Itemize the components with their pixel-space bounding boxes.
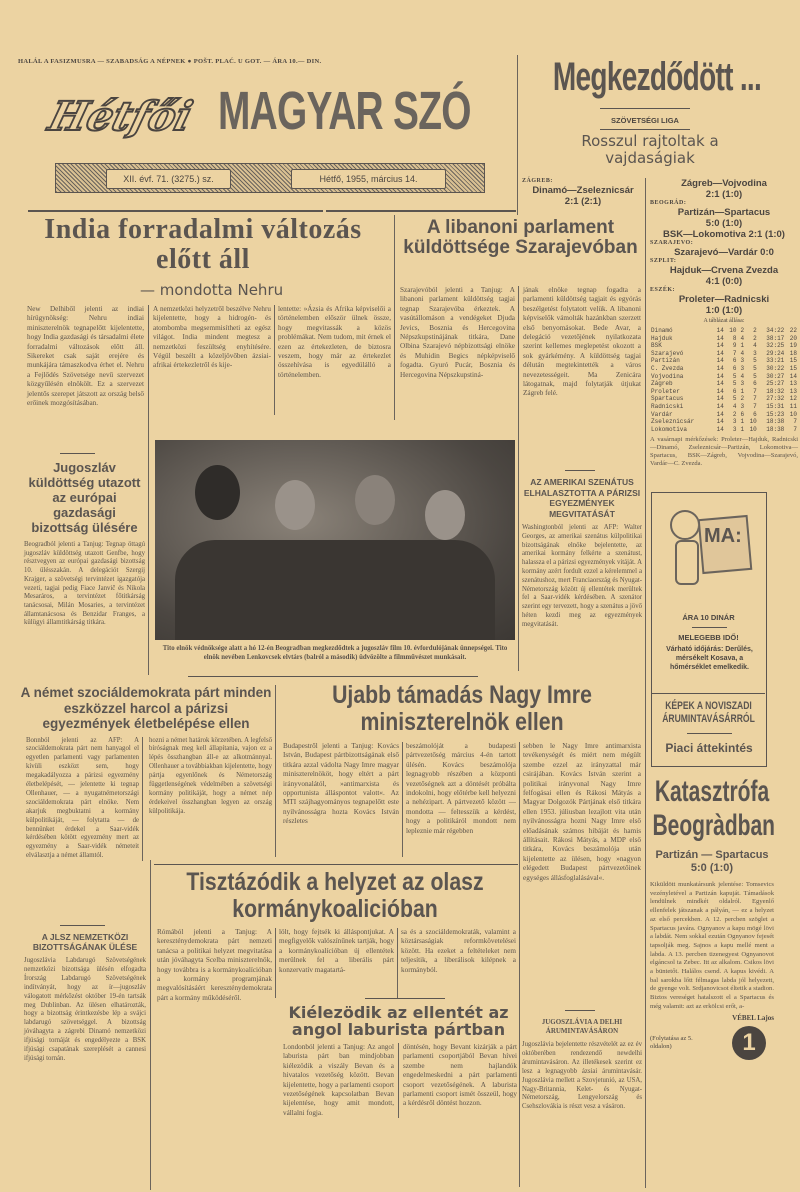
stat-cell: 4 (740, 334, 745, 342)
stat-cell: 22 (789, 327, 797, 334)
price: ÁRA 10 DINÁR (682, 613, 735, 622)
table-title: A táblázat állása: (703, 318, 745, 324)
stat-cell: 6 (753, 410, 757, 418)
stat-cell: 13 (789, 380, 797, 388)
stat-cell: 4 (740, 349, 745, 357)
table-row (650, 395, 798, 403)
stat-cell: 30:27 (766, 372, 785, 380)
stat-cell: 2 (740, 395, 745, 403)
league-label: SZÖVETSÉGI LIGA (611, 116, 679, 125)
team-name: Lokomotiva (651, 425, 688, 433)
stat-cell: 7 (753, 395, 757, 403)
team-name: Vojvodina (651, 372, 684, 380)
teaser-fair: KÉPEK A NOVISZADI ÁRUMINTAVÁSÁRRÓL (662, 700, 755, 725)
stat-cell: 8 (732, 334, 737, 342)
issue-date: Hétfő, 1955, március 14. (291, 169, 446, 189)
stat-cell: 6 (732, 364, 737, 372)
india-col-3: lentette: »Ázsia és Afrika képviselői a történelemben először ülnek össze, hogy megvitassák a közös problémákat. Nem tudom, mit érnek el ezen az értekezleten, de biztosra veszem, hogy már az értekezlet összehívása is egyedülálló a történelemben. (278, 305, 391, 379)
newsboy-illustration (670, 505, 750, 595)
match-score: 1:0 (1:0) (705, 305, 743, 316)
continued-note: (Folytatása az 5. oldalon) (650, 1034, 693, 1050)
stat-cell: 25:27 (766, 380, 785, 388)
delhi-article (522, 1018, 642, 1112)
stat-cell: 14 (716, 410, 724, 418)
italy-col-1: Rómából jelenti a Tanjug: A kereszténydemokrata párt nemzeti tanácsa a politikai helyzet megvitatása után jóváhagyta Scelba miniszterelnök, hogy továbbra is a kormánykoalícióban a kormány programjának megvalósításáért kereszténydemokrata párt a kormány működéséről. (157, 928, 272, 1002)
table-row (650, 335, 798, 343)
ad-sign: MA: (704, 525, 742, 547)
team-name: Radnicski (651, 402, 684, 410)
team-name: Vardár (651, 410, 673, 418)
stat-cell: 5 (732, 395, 737, 403)
stat-cell: 2 (753, 334, 757, 342)
stat-cell: 6 (740, 410, 745, 418)
match: Partizán—Spartacus (677, 207, 771, 218)
stat-cell: 4 (732, 402, 737, 410)
table-row (650, 403, 798, 411)
stat-cell: 7 (753, 387, 757, 395)
senate-body: Washingtonból jelenti az AFP: Walter Georges, az amerikai szenátus külpolitikai bizottságának elnöke bejelentette, az amerikai kormány felkérte a szenátust, halassza el a párizsi egyezmények vitáját. A kormány azért fordult ezzel a kérelemmel a szenátushoz, mert Franciaország és Nyugat-Németország között új ellentétek merültek fel a Saar-vidék kérdésében. A szenátor szerint egy tervezett, hogy a szenátus a jövő héten kezdi meg az egyezmények megvitatását. (522, 524, 642, 628)
stat-cell: 14 (716, 342, 724, 350)
stat-cell: 4 (753, 342, 757, 350)
city-label: SZARAJEVO: (650, 240, 694, 246)
stat-cell: 7 (793, 418, 797, 426)
india-subhead: — mondotta Nehru (140, 281, 284, 299)
logo-script: Hétfői (43, 93, 198, 140)
match: BSK—Lokomotiva 2:1 (1:0) (663, 229, 785, 240)
stat-cell: 18 (789, 349, 797, 357)
stat-cell: 12 (789, 395, 797, 403)
table-row (650, 342, 798, 350)
stat-cell: 4 (740, 372, 745, 380)
stat-cell: 14 (789, 372, 797, 380)
table-row (650, 357, 798, 365)
stat-cell: 2 (740, 327, 745, 334)
yugo-delegation-article (24, 460, 145, 628)
team-name: Zseleznicsár (651, 418, 695, 426)
weather-title: MELEGEBB IDŐ! (678, 633, 739, 642)
match-score: 5:0 (1:0) (705, 218, 743, 229)
stat-cell: 6 (753, 380, 757, 388)
match: Szarajevó—Vardár 0:0 (674, 247, 774, 258)
team-name: Dinamó (651, 327, 673, 334)
stat-cell: 15 (789, 364, 797, 372)
table-row (650, 418, 798, 426)
stat-cell: 3 (740, 357, 745, 365)
ilsz-article (24, 932, 146, 1064)
stat-cell: 38:17 (766, 334, 785, 342)
news-photo (155, 440, 515, 640)
italy-col-2: lölt, hogy fejtsék ki álláspontjukat. A megfigyelők valószínűnek tartják, hogy a kormánykoalícióban új ellentétek merülnek fel a liberális párt konzervatív magatartá- (279, 928, 394, 974)
german-col-2: hozni a német határok körzetében. A legfelső bíróságnak meg kell állapítania, vajon ez a lépés összhangban áll-e az alkotmánnyal. Ollenhauer a továbbiakban kijelentette, hogy pártja egyenlőnek és Németország függetlenségének védelmében a szövetségi kormány politikáját, hogy a német nép érdekeivel összhangban legyen az ország külpolitikája. (142, 737, 272, 862)
page-number: 1 (732, 1026, 766, 1060)
stat-cell: 14 (716, 425, 724, 433)
team-name: Spartacus (651, 395, 684, 403)
delhi-headline: JUGOSZLÁVIA A DELHI ÁRUMINTAVÁSÁRON (541, 1018, 623, 1035)
stat-cell: 14 (716, 364, 724, 372)
team-name: Zágreb (651, 380, 673, 388)
delhi-body: Jugoszlávia bejelentette részvételét az ez év októberében rendezendő newdelhi árumintavásáron. Az illetékesek szerint ez lesz a legnagyobb ázsiai árumintavásár. Jugoszlávia mellett a Szovjetunió, az USA, Nagy-Britannia, Kelet- és Nyugat-Németország, Lengyelország és Csehszlovákia is részt vesz a vásáron. (522, 1041, 642, 1111)
ilsz-body: Jugoszlávia Labdarugó Szövetségének nemzetközi bizottsága ülésén elfogadta Írország Labdarugó Szövetségének indítványát, hogy az ír—jugoszláv válogatott mérkőzést október 19-én tartsák meg Dublinban. Az ülésen elhatározták, hogy a bizottság érintkezésbe lép a svájci labdarugó szövetséggel. A bizottság jóváhagyta a zágrebi Dinamó nemzetközi ifjúsági tornáját és engedélyezte a BSK ifjúsági csapatának szereplését a cannesi ifjúsági tornán. (24, 957, 146, 1062)
stat-cell: 3 (740, 380, 745, 388)
ilsz-headline: A JLSZ NEMZETKÖZI BIZOTTSÁGÁNAK ÜLÉSE (32, 932, 138, 952)
stat-cell: 1 (740, 418, 745, 426)
sports-headline: Megkezdődött ... (552, 55, 762, 99)
author: VÉBEL Lajos (732, 1013, 774, 1022)
issue-number: XII. évf. 71. (3275.) sz. (106, 169, 231, 189)
stat-cell: 19 (789, 342, 797, 350)
lebanon-headline: A libanoni parlament küldöttsége Szarajevóban (403, 217, 638, 258)
table-row (650, 327, 798, 335)
stat-cell: 7 (732, 349, 737, 357)
stat-cell: 2 (732, 410, 737, 418)
senate-article (522, 477, 642, 630)
match: Dinamó—Zseleznicsár (532, 185, 634, 196)
match: Hajduk—Crvena Zvezda (669, 265, 779, 276)
stat-cell: 9 (732, 342, 737, 350)
labour-col-1: Londonból jelenti a Tanjug: Az angol laburista párt ban mindjobban kiélezödik a viszály Bevan és a hivatalos vezetőség között. Bevan kijelentette, hogy a parlamenti csoport vezetőségének kapcsolatban Bevan kijelentése, hogy amit mondott, vállalni fogja. (283, 1043, 394, 1117)
table-row (650, 411, 798, 419)
photo-caption: Tito elnök védnöksége alatt a hó 12-én Beogradban megkezdődtek a jugoszláv film 10. évfordulójának ünnepségei. Tito elnök nevében Lenkovcsek elvtárs (balról a második) üdvözölte a filmművészet munkásait. (162, 645, 508, 661)
labour-col-2: döntésén, hogy Bevant kizárják a párt parlamenti csoportjából Bevan hívei szembe nem hajlandók engedelmeskedni a párt parlamenti csoport vezetőségének. A laburista parlamenti csoport ismét összeül, hogy a kérdésről döntést hozzon. (398, 1043, 517, 1118)
stat-cell: 5 (753, 357, 757, 365)
stat-cell: 3 (753, 349, 757, 357)
stat-cell: 1 (740, 425, 745, 433)
stat-cell: 15:31 (766, 402, 785, 410)
stat-cell: 11 (789, 402, 797, 410)
top-slogan-line: HALÁL A FASIZMUSRA — SZABADSÁG A NÉPNEK ● POŠT. PLAĆ. U GOT. — ÁRA 10.— DIN. (18, 58, 322, 65)
stat-cell: 14 (716, 402, 724, 410)
match: Proleter—Radnicski (678, 294, 770, 305)
weather-text: Várható időjárás: Derűlés, mérsékelt Kosava, a hőmérséklet emelkedik. (666, 646, 753, 671)
stat-cell: 18:38 (766, 418, 785, 426)
lebanon-col-1: Szarajevóból jelenti a Tanjug: A libanoni parlament küldöttség tagjai tegnap Szarajevóba érkeztek. A vasútállomáson a vendégeket Djuda Jevics, Bosznia és Hercegovina Népszkupstinájának titkára, Dane Olbina Szarajevó népbizottsági elnöke és Muhidin Begics népképviselő fogadta. Gyuró Pucár, Bosznia és Hercegovina Népszkupstiná- (400, 286, 515, 379)
result-zagreb-1 (522, 178, 644, 207)
stat-cell: 2 (753, 327, 757, 334)
table-row (650, 350, 798, 358)
stat-cell: 6 (732, 357, 737, 365)
stat-cell: 5 (732, 372, 737, 380)
team-name: Hajduk (651, 334, 673, 342)
german-article (20, 685, 272, 861)
team-name: Szarajevó (651, 349, 684, 357)
match: Zágreb—Vojvodina (681, 178, 767, 189)
match-score: 2:1 (1:0) (705, 189, 743, 200)
stat-cell: 10 (749, 418, 757, 426)
nagy-col-1: Budapestről jelenti a Tanjug: Kovács István, Budapest pártbizottságának első titkára azzal vádolta Nagy Imre magyar miniszterelnököt, hogy eltért a párt irányvonalától, »antimarxista és opportunista álláspontot valott«. Az MTI szájhagyományos tegnapelőtt este nyilvánosságra hozta Kovács István részletes (283, 742, 399, 826)
stat-cell: 14 (716, 357, 724, 365)
table-row (650, 426, 798, 434)
city-label: BEOGRÁD: (650, 200, 687, 206)
nagy-col-2: beszámolóját a budapesti pártvezetőség március 4-én tartott ülésén. Kovács beszámolója legnagyobb részében a központi vezetőségnek azt a döntését próbálta indokolni, hogy előtérbe kell helyezni a nehézipart. A pártvezető között — mondotta — feltesszük a kérdést, hogy a politikáról mondott nem lepleznie már régebben (406, 742, 516, 835)
team-name: C. Zvezda (651, 364, 684, 372)
nagy-col-3: sebben le Nagy Imre antimarxista tevékenységét és miért nem mégült szembe ezzel az irányzattal már csirájában. Kovács István szerint a politikai irányvonal Nagy Imre felfogásai ellen és Rákosi Mátyás a Magyar Dolgozók Pártjának első titkára ellen 1953. júliusban lezajlott vita után nyilvánosságra hozni Nagy Imre első előadásának számos hibáját és hamis állításait. Rákosi Mátyás, a MDP első titkára, Kovács beszámolója után kijelentette az ülésen, hogy »nagyon elégedett Budapest pártvezetőinek egységes állásfoglalásával«. (523, 742, 641, 882)
sports-subhead: Rosszul rajtoltak a vajdaságiak (581, 132, 719, 167)
senate-headline: AZ AMERIKAI SZENÁTUS ELHALASZTOTTA A PÁRIZSI EGYEZMÉNYEK MEGVITATÁSÁT (523, 477, 641, 519)
stat-cell: 18:32 (766, 387, 785, 395)
city-label: ESZÉK: (650, 287, 676, 293)
stat-cell: 5 (753, 372, 757, 380)
india-headline: India forradalmi változás előtt áll (44, 214, 362, 275)
lebanon-col-2: jának elnöke tegnap fogadta a parlamenti küldöttség tagjait és egyórás beszélgetést folytatott velük. A libanoni képviselők vámolták hazánkban szerzett első benyomásokat. Bede Avar, a delegáció vezetőjének nyilatkozata szerint kellemes meglepetést okozott a sok gyárkémény. A küldöttség tagjai délután megtekintették a város nevezetességeit. Ma Zenicára látogatnak, majd folytatják útjukat Zágreb felé. (523, 286, 641, 398)
stat-cell: 14 (716, 387, 724, 395)
stat-cell: 13 (789, 387, 797, 395)
catastrophe-headline: Katasztrófa Beogràdban (652, 775, 776, 842)
league-table (650, 327, 798, 433)
stat-cell: 7 (753, 402, 757, 410)
stat-cell: 3 (732, 425, 737, 433)
labour-headline: Kiélezödik az ellentét az angol laburista pártban (288, 1003, 509, 1039)
stat-cell: 33:21 (766, 357, 785, 365)
table-row (650, 365, 798, 373)
team-name: BSK (651, 342, 662, 350)
india-col-1: New Delhiből jelenti az indiai hírügynökség: Nehru indiai miniszterelnök tegnapelőtt kijelentette, hogy India gazdasági és társadalmi élete forradalmi változások előtt áll. Sikereket csak saját erejére és munkájára támaszkodva érhet el. Nehru a Fejlődés Szövetsége nevű szervezet közgyűlésén elnökölt. Ez a szervezet jelentős szerepet játszott az ország belső erőinek mozgósításában. (27, 305, 144, 408)
table-row (650, 373, 798, 381)
labour-article (280, 1004, 517, 1118)
india-col-2: A nemzetközi helyzetről beszélve Nehru kijelentette, hogy a hidrogén- és atombomba megsemmisítheti az egész világot. India mindent megtesz a nemzetközi feszültség enyhítésére. Végül beszélt a közeljövőben ázsiai-afrikai értekezletről és kije- (153, 305, 271, 370)
yugo-delegation-headline: Jugoszláv küldöttség utazott az európai gazdasági bizottság ülésére (28, 460, 141, 535)
stat-cell: 5 (753, 364, 757, 372)
stat-cell: 10 (749, 425, 757, 433)
stat-cell: 1 (740, 387, 745, 395)
teaser-market: Piaci áttekintés (665, 741, 753, 755)
nagy-headline: Ujabb támadás Nagy Imre miniszterelnök ellen (332, 681, 592, 736)
stat-cell: 6 (732, 387, 737, 395)
issue-bar (55, 163, 485, 193)
catastrophe-subhead: Partizán — Spartacus 5:0 (1:0) (655, 849, 769, 874)
results-list (650, 178, 798, 468)
stat-cell: 30:22 (766, 364, 785, 372)
stat-cell: 34:22 (766, 327, 785, 334)
stat-cell: 7 (793, 425, 797, 433)
stat-cell: 1 (740, 342, 745, 350)
stat-cell: 10 (789, 410, 797, 418)
next-round: A vasárnapi mérkőzések: Proleter—Hajduk, Radnicski—Dinamó, Zseleznicsár—Partizán, Lokomotiva—Spartacus, BSK—Zágreb, Vojvodina—Szarajevó, Vardár—C. Zvezda. (650, 436, 798, 468)
team-name: Partizán (651, 357, 680, 365)
stat-cell: 14 (716, 395, 724, 403)
city-label: SZPLIT: (650, 258, 677, 264)
match-score: 2:1 (2:1) (564, 196, 602, 207)
stat-cell: 18:38 (766, 425, 785, 433)
logo-main: MAGYAR SZÓ (218, 81, 471, 141)
catastrophe-body: Kiküldött munkatársunk jelentése: Tomsevics vezényletével a Partizán kapuját. Támadások lendülnek mindkét oldalról. Egyenlő ellenfelek játszanak a pályán, — ez a helyzet az első percekben. A 12. percben szöglet a Spartacus javára. Ognyanov a kapu mögé lövi a labdát. Nem sokkal ezután Ognyanov fejesét tapsolják meg. Sajnos a kapu mellé ment a labda. A 13. percben tizenegyest Ognyanovot elgáncsol ta Zebec. Itt az alkalom. Csikos lövi a büntetőt. Halálos csend. A kapus kivédi. A bal sarokba lőtt félmagas labda jól helyezett, de gyenge volt. Srdjanovicsot éltetik a stadion. Biztos vereséget hatalszott el a Spartacus és még valamit: azt az erkölcsi erőt, a- (650, 881, 774, 1010)
stat-cell: 3 (732, 418, 737, 426)
table-row (650, 388, 798, 396)
stat-cell: 29:24 (766, 349, 785, 357)
match-score: 4:1 (0:0) (705, 276, 743, 287)
german-col-1: Bonnból jelenti az AFP: A szociáldemokrata párt nem hanyagol el egyetlen parlamenti vagy parlamenten kívüli eszközt sem, hogy megakadályozza a párizsi egyezmény életbelépését, — jelentette ki tegnap Ollenhauer, — a nyugatnémetországi szociáldemokrata párt elnöke. Nem akarjuk megbuktatni a kormány külpolitikáját, — folytatta — de bennünket érdekel a Saar-vidék kérdésében kötött egyezmény mert az egyezmény a Saar-vidék németeit elválasztja a német államtól. (26, 736, 139, 860)
stat-cell: 14 (716, 327, 724, 334)
stat-cell: 20 (789, 334, 797, 342)
italy-col-3: sa és a szociáldemokraták, valamint a köztársaságiak reformkövetelései között. Ha ezeket a feltételeket nem teljesítik, a liberálisok kilépnek a kormányból. (401, 928, 516, 974)
stat-cell: 14 (716, 334, 724, 342)
stat-cell: 3 (740, 364, 745, 372)
ad-box (651, 492, 767, 767)
german-headline: A német szociáldemokrata párt minden eszközzel harcol a párizsi egyezmények életbelépése ellen (20, 685, 272, 731)
italy-headline: Tisztázódik a helyzet az olasz kormánykoalicióban (186, 868, 484, 923)
stat-cell: 15 (789, 357, 797, 365)
masthead-logo (40, 72, 500, 160)
stat-cell: 14 (716, 380, 724, 388)
stat-cell: 32:25 (766, 342, 785, 350)
city-label: ZÁGREB: (522, 178, 553, 184)
stat-cell: 10 (729, 327, 737, 334)
stat-cell: 15:23 (766, 410, 785, 418)
stat-cell: 14 (716, 349, 724, 357)
stat-cell: 5 (732, 380, 737, 388)
yugo-delegation-body: Beogradból jelenti a Tanjug: Tegnap öttagú jugoszláv küldöttség utazott Genfbe, hogy résztvegyen az európai gazdasági bizottság 10. ülésszakán. A delegációt Szergij Krajger, a szövetségi tervintézet igazgatója vezeti, tagjai pedig Fiace Janvič és Nikola Mesaráros, a tervintézet főtitkárság tanácsosai, Milán Mosaries, a tervintézet államtanácsosa és Benzidar Franges, a külügyi államtitkárság titkára. (24, 541, 145, 627)
table-row (650, 380, 798, 388)
catastrophe-article (650, 775, 774, 1060)
stat-cell: 27:32 (766, 395, 785, 403)
stat-cell: 14 (716, 372, 724, 380)
stat-cell: 3 (740, 402, 745, 410)
stat-cell: 14 (716, 418, 724, 426)
team-name: Proleter (651, 387, 680, 395)
